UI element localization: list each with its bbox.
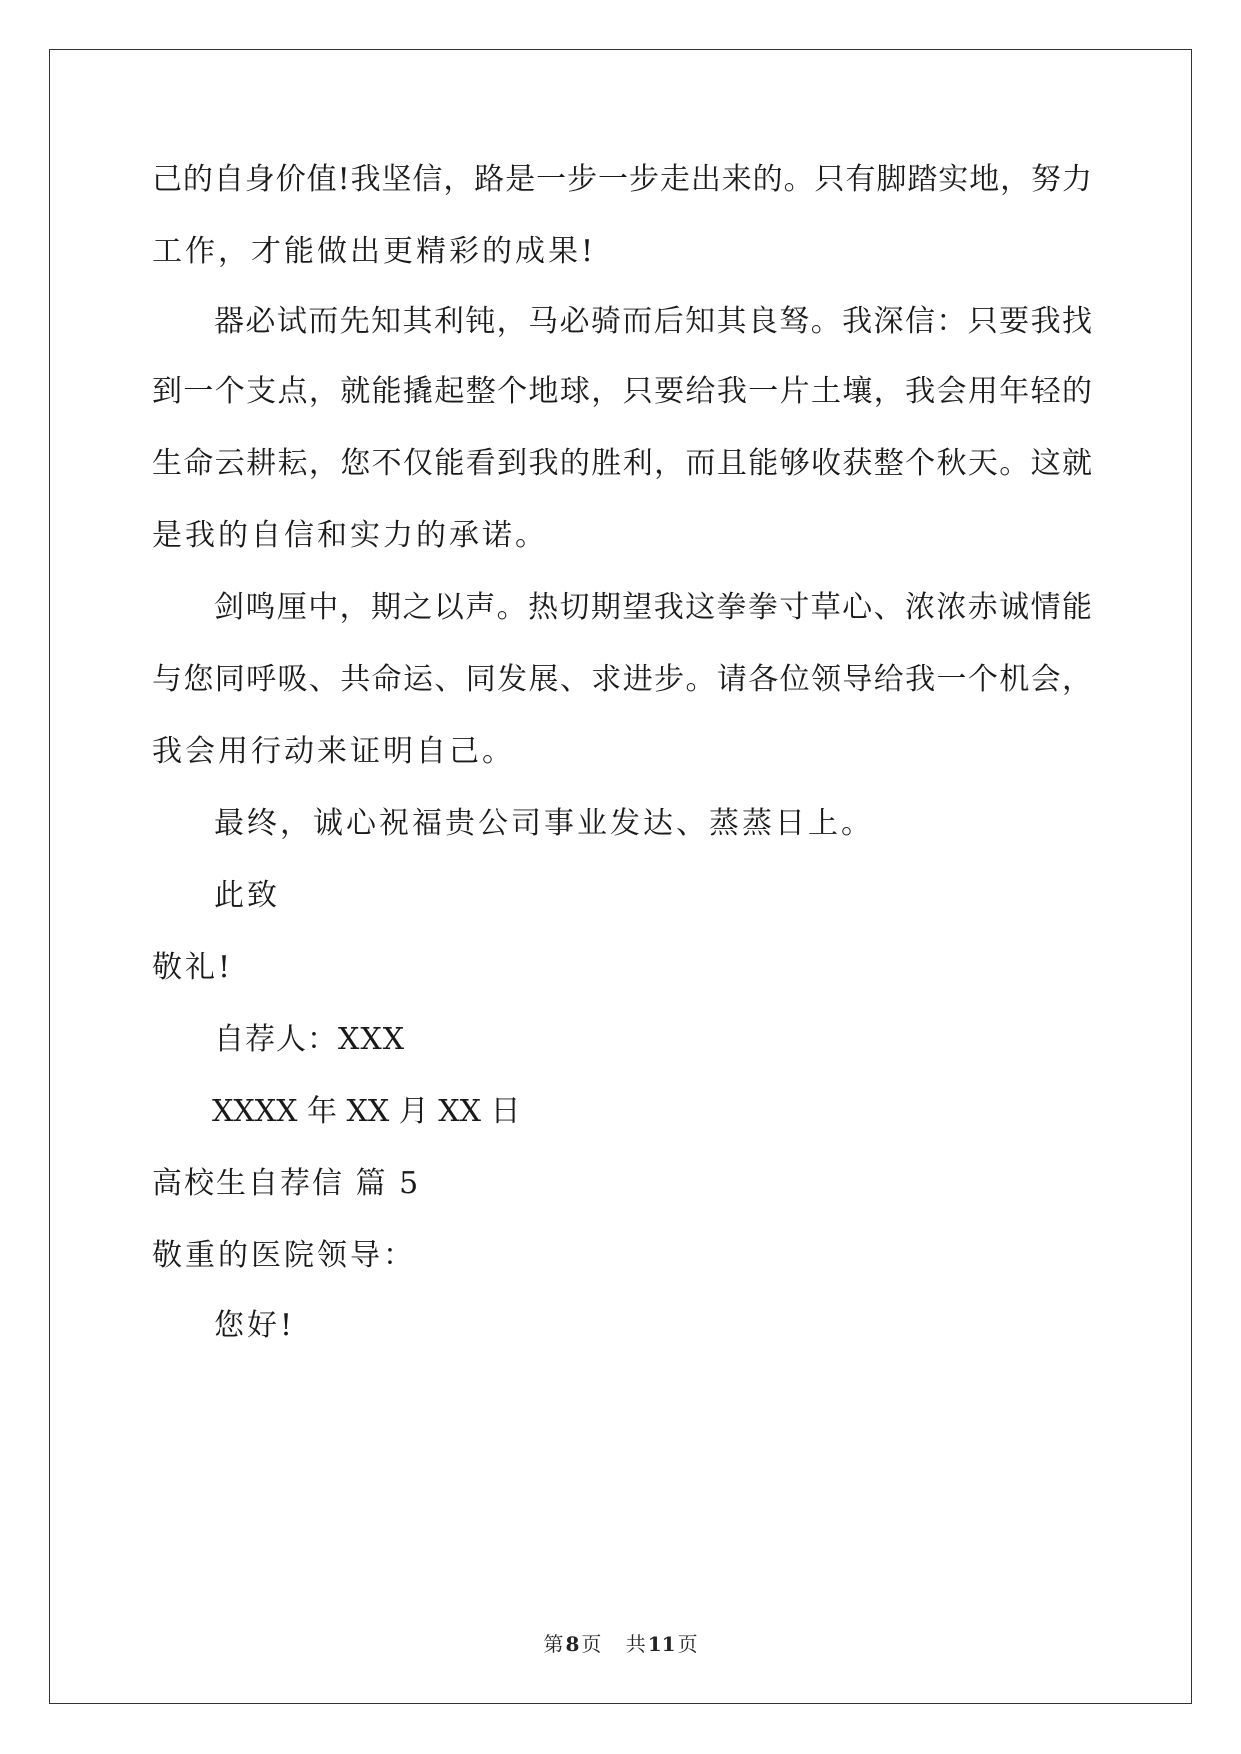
closing-line: 此致: [214, 878, 280, 913]
section-title: 高校生自荐信 篇 5: [152, 1166, 421, 1201]
paragraph-line: 我会用行动来证明自己。: [152, 734, 515, 769]
footer-total-label: 共 11 页: [625, 1632, 698, 1656]
paragraph-line: 与您同呼吸、共命运、同发展、求进步。请各位领导给我一个机会，: [152, 662, 1092, 697]
footer-page-label: 第 8 页: [543, 1632, 602, 1656]
paragraph-line: 到一个支点，就能撬起整个地球，只要给我一片土壤，我会用年轻的: [152, 374, 1092, 409]
paragraph-line: 剑鸣厘中，期之以声。热切期望我这拳拳寸草心、浓浓赤诚情能: [214, 590, 1092, 625]
closing-line: 敬礼!: [152, 950, 234, 985]
paragraph-line: 己的自身价值!我坚信，路是一步一步走出来的。只有脚踏实地，努力: [152, 162, 1092, 197]
paragraph-line: 生命云耕耘，您不仅能看到我的胜利，而且能够收获整个秋天。这就: [152, 446, 1092, 481]
page-footer: [0, 1630, 1241, 1658]
paragraph-line: 器必试而先知其利钝，马必骑而后知其良驽。我深信：只要我找: [214, 304, 1092, 339]
salutation: 敬重的医院领导：: [152, 1238, 416, 1273]
signature: 自荐人：XXX: [214, 1022, 406, 1057]
date: XXXX 年 XX 月 XX 日: [212, 1094, 521, 1129]
paragraph-line: 是我的自信和实力的承诺。: [152, 518, 548, 553]
paragraph-line: 工作，才能做出更精彩的成果!: [152, 234, 597, 269]
paragraph-line: 最终，诚心祝福贵公司事业发达、蒸蒸日上。: [214, 806, 874, 841]
greeting: 您好!: [214, 1308, 296, 1343]
